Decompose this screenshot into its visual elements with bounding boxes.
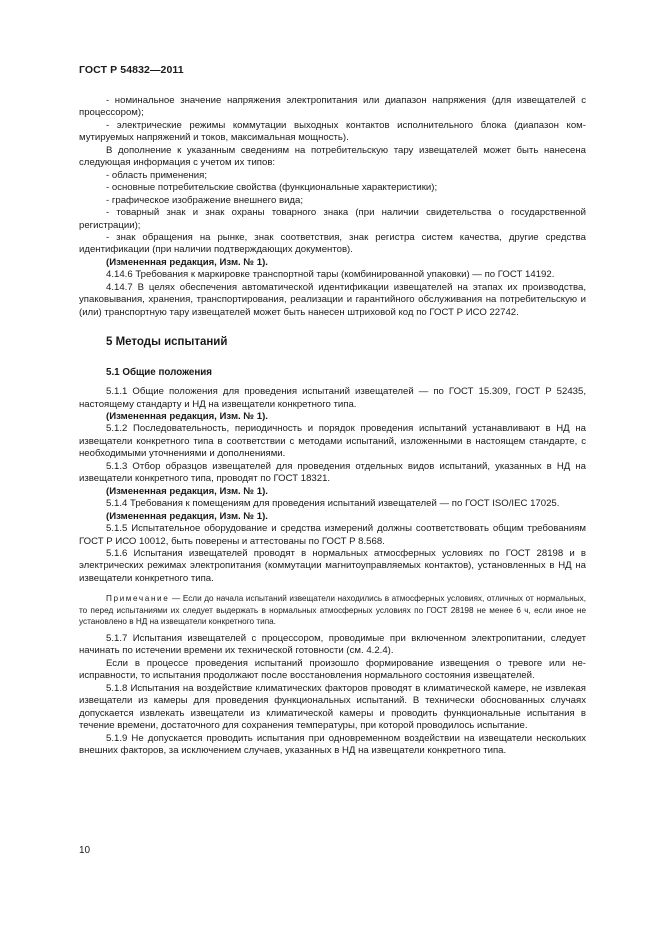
document-body xyxy=(79,95,586,757)
body-paragraph: - основные потребительские свойства (функциональные характеристики); xyxy=(106,182,438,194)
body-paragraph: 5.1.9 Не допускается проводить испытания при одновременном воздействии на извещатели нескольких внешних факторов, за исключением случаев, указанных в НД на извещатели конкретного типа. xyxy=(79,732,586,756)
body-paragraph: 4.14.6 Требования к маркировке транспортной тары (комбинированной упаковки) — по ГОСТ 14192. xyxy=(106,269,555,281)
body-paragraph: 5.1.6 Испытания извещателей проводят в нормальных атмосферных условиях по ГОСТ 28198 и в электрических режимах электропитания (коммутации магнитоуправляемых контактов), установленных в НД на извещатели конкретного типа. xyxy=(79,547,586,584)
amendment-note: (Измененная редакция, Изм. № 1). xyxy=(106,485,268,497)
subsection-heading: 5.1 Общие положения xyxy=(106,366,213,378)
body-paragraph: В дополнение к указанным сведениям на потребительскую тару извещателей может быть нанесена следующая информация с учетом их типов: xyxy=(79,144,586,169)
body-paragraph: - номинальное значение напряжения электропитания или диапазон напряжения (для извещателей с процессором); xyxy=(79,95,586,119)
body-paragraph: - знак обращения на рынке, знак соответствия, знак регистра систем качества, другие средства идентификации (при наличии подтверждающих документов). xyxy=(79,231,586,256)
amendment-note: (Измененная редакция, Изм. № 1). xyxy=(106,410,268,422)
body-paragraph: Если в процессе проведения испытаний произошло формирование извещения о тревоге или неисправности, то испытания продолжают после восстановления нормального состояния извещателей. xyxy=(79,657,586,682)
body-paragraph: - товарный знак и знак охраны товарного знака (при наличии свидетельства о государственной регистрации); xyxy=(79,207,586,231)
body-paragraph: 5.1.1 Общие положения для проведения испытаний извещателей — по ГОСТ 15.309, ГОСТ Р 52435, настоящему стандарту и НД на извещатели конкретного типа. xyxy=(79,386,586,410)
body-paragraph: 4.14.7 В целях обеспечения автоматической идентификации извещателей на этапах их производства, упаковывания, хранения, транспортирования, реализации и гарантийного обслуживания на потребительскую и (или) транспортную тару извещателей может быть нанесен штриховой код по ГОСТ Р ИСО 22742. xyxy=(79,281,586,318)
body-paragraph: 5.1.8 Испытания на воздействие климатических факторов проводят в климатической камере, не извлекая извещатели из камеры для проведения функциональных испытаний. В технически обоснованных случаях допускается извлекать извещатели из климатической камеры и проводить функциональные испытания в течение времени, достаточного для сохранения температуры, при которой проводилось испытание. xyxy=(79,682,586,732)
amendment-note: (Измененная редакция, Изм. № 1). xyxy=(106,256,268,268)
body-paragraph: 5.1.3 Отбор образцов извещателей для проведения отдельных видов испытаний, указанных в НД на извещатели конкретного типа, проводят по ГОСТ 18321. xyxy=(79,460,586,485)
body-paragraph: 5.1.5 Испытательное оборудование и средства измерений должны соответствовать общим требованиям ГОСТ Р ИСО 10012, быть поверены и аттестованы по ГОСТ Р 8.568. xyxy=(79,523,586,547)
body-paragraph: - графическое изображение внешнего вида; xyxy=(106,194,304,206)
note-text: — Если до начала испытаний извещатели находились в атмосферных условиях, отличных от нормальных, то перед испытаниями их следует выдержать в нормальных атмосферных условиях по ГОСТ 28198 не менее 6 ч, если иное не установлено в НД на извещатели конкретного типа. xyxy=(79,594,586,626)
note-paragraph xyxy=(79,593,586,627)
body-paragraph: 5.1.2 Последовательность, периодичность и порядок проведения испытаний устанавливают в НД на извещатели конкретного типа в соответствии с методами испытаний, изложенными в настоящем стандарте, с необходимыми уточнениями и дополнениями. xyxy=(79,423,586,460)
body-paragraph: - электрические режимы коммутации выходных контактов исполнительного блока (диапазон коммутируемых напряжений и токов, максимальная мощность). xyxy=(79,119,586,144)
body-paragraph: 5.1.4 Требования к помещениям для проведения испытаний извещателей — по ГОСТ ISO/IEC 17025. xyxy=(106,498,560,510)
document-code-header: ГОСТ Р 54832—2011 xyxy=(79,64,184,76)
body-paragraph: - область применения; xyxy=(106,169,208,181)
section-heading: 5 Методы испытаний xyxy=(106,336,228,349)
page-number: 10 xyxy=(79,845,91,856)
body-paragraph: 5.1.7 Испытания извещателей с процессором, проводимые при включенном электропитании, следует начинать по истечении времени их технической готовности (см. 4.2.4). xyxy=(79,632,586,657)
note-label: Примечание xyxy=(106,594,170,604)
amendment-note: (Измененная редакция, Изм. № 1). xyxy=(106,510,268,522)
